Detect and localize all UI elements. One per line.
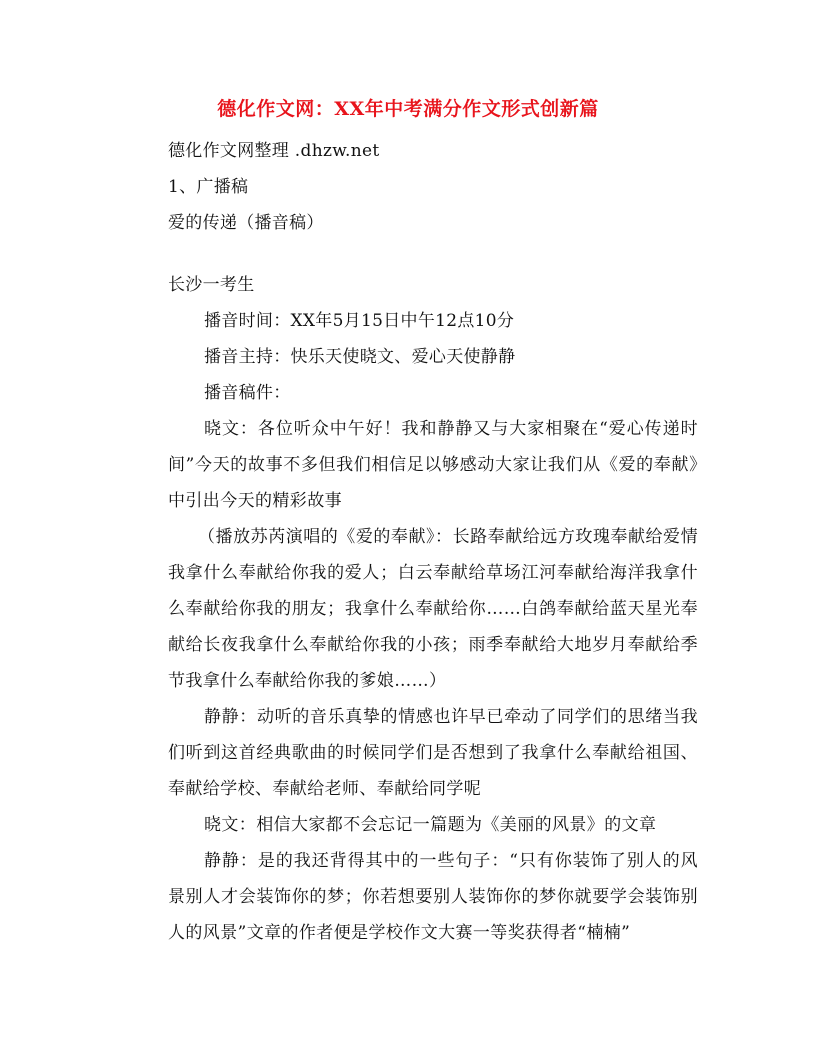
paragraph-song-lyrics: （播放苏芮演唱的《爱的奉献》：长路奉献给远方玫瑰奉献给爱情我拿什么奉献给你我的爱人；白云奉献给草场江河奉献给海洋我拿什么奉献给你我的朋友；我拿什么奉献给你……白鸽奉献给蓝天星光奉献给长夜我拿什么奉献给你我的小孩；雨季奉献给大地岁月奉献给季节我拿什么奉献给你我的爹娘……） <box>168 527 698 691</box>
paragraph-xiaowen-article: 晓文：相信大家都不会忘记一篇题为《美丽的风景》的文章 <box>204 815 657 835</box>
document-title: 德化作文网：XX年中考满分作文形式创新篇 <box>217 98 599 120</box>
source-line: 德化作文网整理 .dhzw.net <box>168 141 380 161</box>
essay-title: 爱的传递（播音稿） <box>168 213 324 233</box>
paragraph-xiaowen-greeting: 晓文：各位听众中午好！我和静静又与大家相聚在“爱心传递时间”今天的故事不多但我们相信足以够感动大家让我们从《爱的奉献》中引出今天的精彩故事 <box>168 419 698 511</box>
paragraph-jingjing-quote: 静静：是的我还背得其中的一些句子：“只有你装饰了别人的风景别人才会装饰你的梦；你若想要别人装饰你的梦你就要学会装饰别人的风景”文章的作者便是学校作文大赛一等奖获得者“楠楠” <box>168 851 698 943</box>
paragraph-jingjing-music: 静静：动听的音乐真挚的情感也许早已牵动了同学们的思绪当我们听到这首经典歌曲的时候同学们是否想到了我拿什么奉献给祖国、奉献给学校、奉献给老师、奉献给同学呢 <box>168 707 698 799</box>
hosts-line: 播音主持：快乐天使晓文、爱心天使静静 <box>204 347 516 367</box>
broadcast-time: 播音时间：XX年5月15日中午12点10分 <box>204 311 515 331</box>
script-label: 播音稿件： <box>204 383 291 403</box>
section-heading: 1、广播稿 <box>168 177 249 197</box>
author-line: 长沙一考生 <box>168 275 255 295</box>
